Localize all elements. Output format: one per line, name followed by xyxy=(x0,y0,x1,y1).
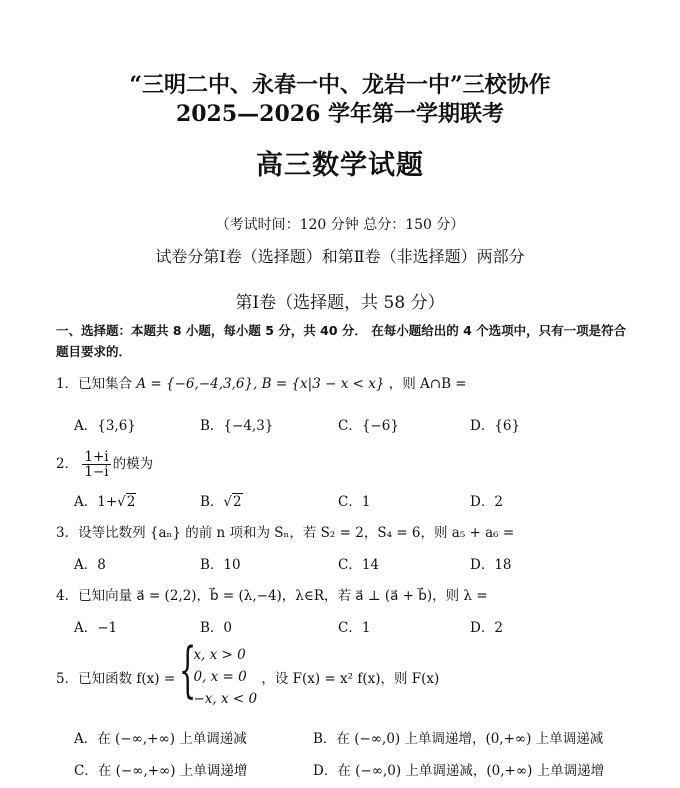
question-1-option-c: C．{−6} xyxy=(338,418,399,434)
left-brace-icon: { xyxy=(179,635,197,705)
question-4-option-c: C．1 xyxy=(338,620,371,636)
exam-parts: 试卷分第Ⅰ卷（选择题）和第Ⅱ卷（非选择题）两部分 xyxy=(155,247,525,266)
exam-meta: （考试时间：120 分钟 总分：150 分） xyxy=(215,217,465,233)
exam-title: 高三数学试题 xyxy=(256,150,424,181)
question-1-math: A = {−6,−4,3,6}, B = {x|3 − x < x} xyxy=(136,376,385,392)
question-4-option-a: A．−1 xyxy=(74,620,118,636)
question-5-piecewise: { x, x > 0 0, x = 0 −x, x < 0 xyxy=(179,635,258,707)
question-5-option-c: C．在 (−∞,+∞) 上单调递增 xyxy=(74,763,248,779)
question-3-option-d: D．18 xyxy=(470,557,512,573)
question-3-option-b: B．10 xyxy=(200,557,241,573)
exam-header-line2: 2025—2026 学年第一学期联考 xyxy=(175,101,505,127)
question-2-option-c: C．1 xyxy=(338,494,371,510)
question-1-option-d: D．{6} xyxy=(470,418,521,434)
question-3-option-a: A．8 xyxy=(74,557,106,573)
question-5-option-d: D．在 (−∞,0) 上单调递减，(0,+∞) 上单调递增 xyxy=(313,763,605,779)
question-5-stem: 5．已知函数 f(x) = { x, x > 0 0, x = 0 −x, x < 0 ，设 F(x) = x² f(x)，则 F(x) xyxy=(56,644,439,710)
question-5-option-a: A．在 (−∞,+∞) 上单调递减 xyxy=(74,731,247,747)
question-3-option-c: C．14 xyxy=(338,557,380,573)
question-4-stem: 4．已知向量 a⃗ = (2,2)，b⃗ = (λ,−4)，λ∈R，若 a⃗ ⊥ (a⃗ + b⃗)，则 λ = xyxy=(56,588,488,604)
question-4-option-b: B．0 xyxy=(200,620,233,636)
question-2-option-a: A．1+√2 xyxy=(74,494,136,510)
question-1-option-b: B．{−4,3} xyxy=(200,418,274,434)
question-5-option-b: B．在 (−∞,0) 上单调递增，(0,+∞) 上单调递减 xyxy=(313,731,604,747)
section-instructions: 一、选择题：本题共 8 小题，每小题 5 分，共 40 分． 在每小题给出的 4 个选项中，只有一项是符合题目要求的． xyxy=(56,323,627,359)
question-3-stem: 3．设等比数列 {aₙ} 的前 n 项和为 Sₙ，若 S₂ = 2，S₄ = 6，则 a₅ + a₆ = xyxy=(56,525,515,541)
section-title: 第Ⅰ卷（选择题，共 58 分） xyxy=(235,293,445,313)
question-4-option-d: D．2 xyxy=(470,620,503,636)
question-2-option-b: B．√2 xyxy=(200,494,242,510)
question-2-fraction: $\frac{1+i}{1-i}$ xyxy=(84,449,109,480)
exam-header-line1: “三明二中、永春一中、龙岩一中”三校协作 xyxy=(129,72,551,98)
question-1-stem: 1．已知集合 A = {−6,−4,3,6}, B = {x|3 − x < x} ，则 A∩B = xyxy=(56,376,467,392)
question-2-option-d: D．2 xyxy=(470,494,503,510)
question-2-stem: 2． $\frac{1+i}{1-i}$ 的模为 xyxy=(56,449,154,480)
question-1-option-a: A．{3,6} xyxy=(74,418,136,434)
